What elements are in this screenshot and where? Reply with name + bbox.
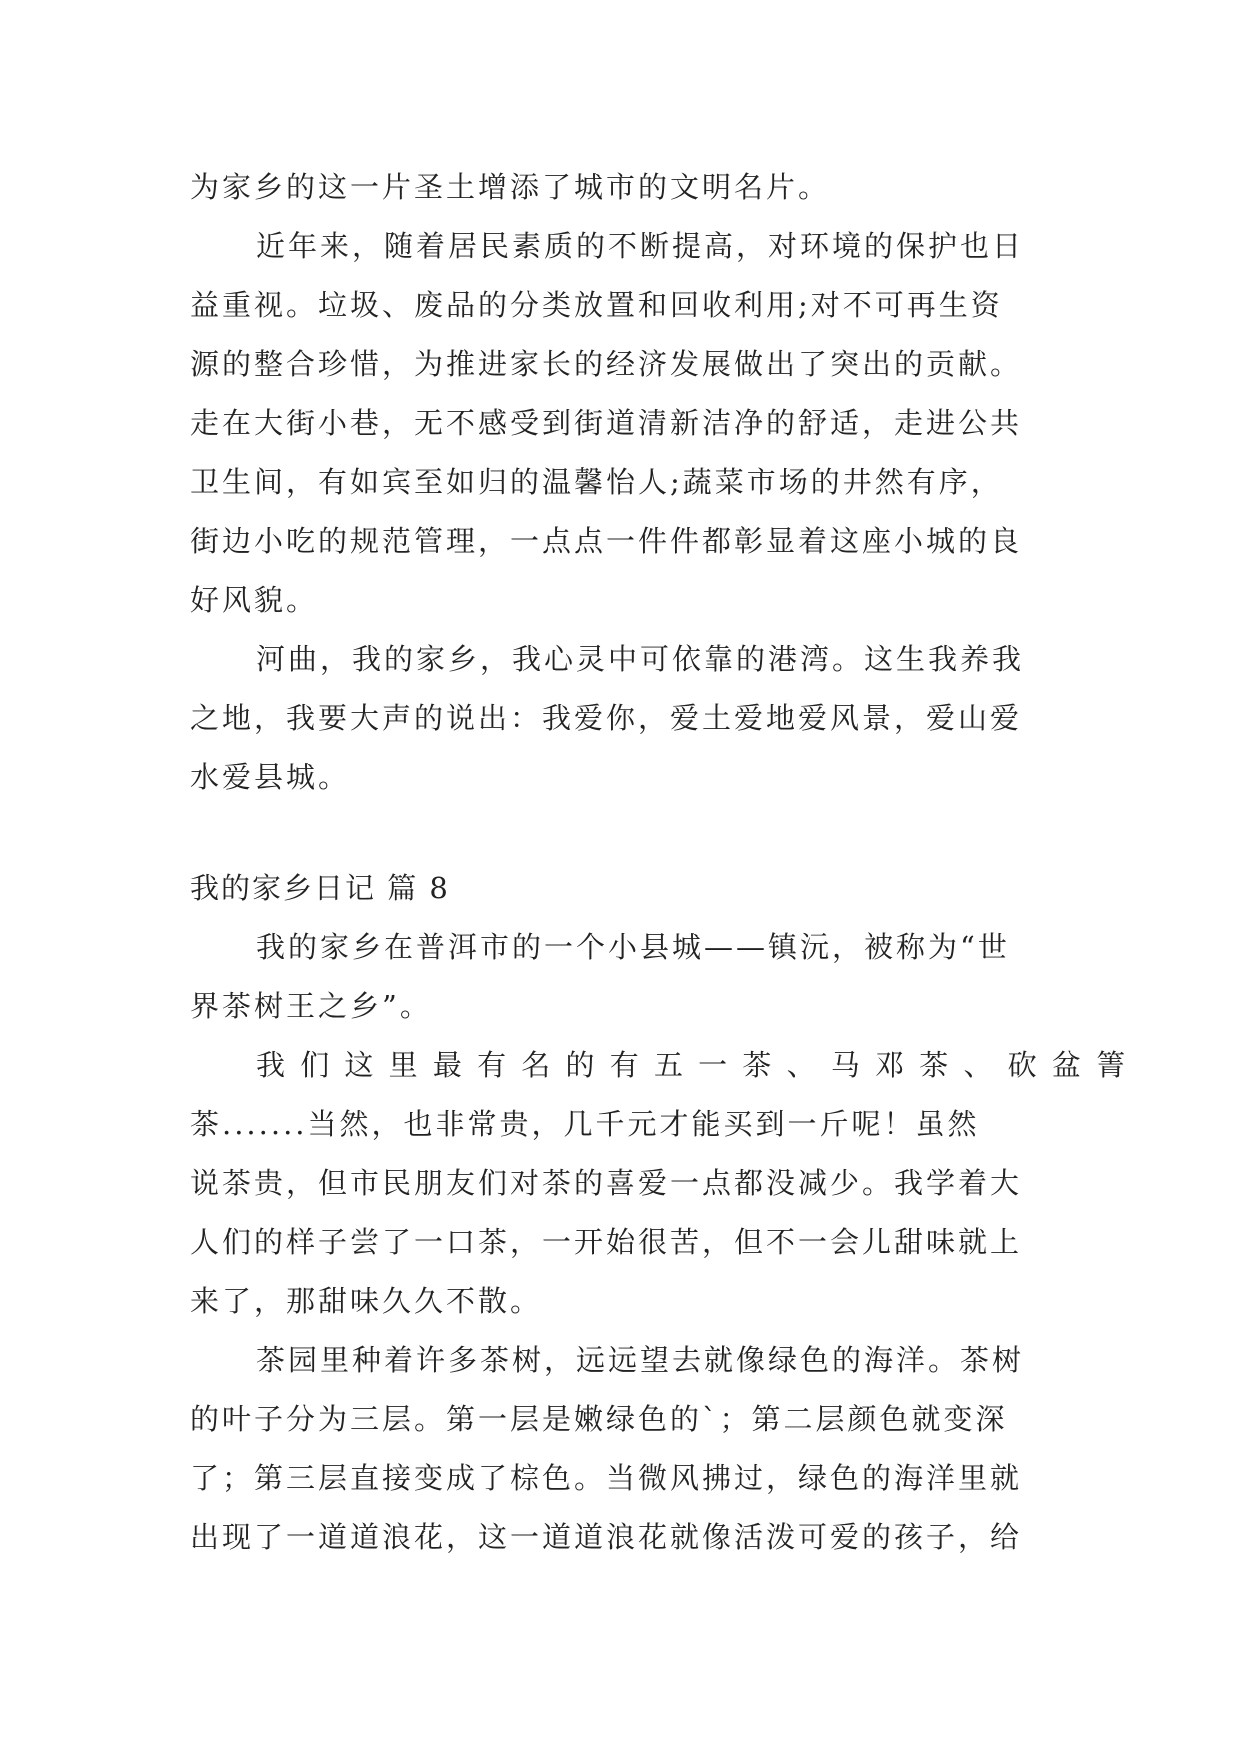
text-line: 界茶树王之乡”。 <box>190 989 432 1023</box>
document-body <box>190 158 1129 1567</box>
text-line: 出现了一道道浪花，这一道道浪花就像活泼可爱的孩子，给 <box>190 1520 1023 1554</box>
text-line: 走在大街小巷，无不感受到街道清新洁净的舒适，走进公共 <box>190 406 1023 440</box>
text-line: 水爱县城。 <box>190 760 351 794</box>
text-line: 来了，那甜味久久不散。 <box>190 1284 543 1318</box>
text-line: 茶.......当然，也非常贵，几千元才能买到一斤呢！虽然 <box>190 1107 980 1141</box>
text-line: 了；第三层直接变成了棕色。当微风拂过，绿色的海洋里就 <box>190 1461 1023 1495</box>
text-line: 的叶子分为三层。第一层是嫩绿色的`；第二层颜色就变深 <box>190 1402 1008 1436</box>
section-heading: 我的家乡日记 篇 8 <box>190 871 450 905</box>
paragraph-start-line: 我的家乡在普洱市的一个小县城——镇沅，被称为“世 <box>256 930 1010 964</box>
text-line: 人们的样子尝了一口茶，一开始很苦，但不一会儿甜味就上 <box>190 1225 1023 1259</box>
text-line: 为家乡的这一片圣土增添了城市的文明名片。 <box>190 170 831 204</box>
text-line: 卫生间，有如宾至如归的温馨怡人;蔬菜市场的井然有序， <box>190 465 1003 499</box>
text-line: 好风貌。 <box>190 583 319 617</box>
text-line: 益重视。垃圾、废品的分类放置和回收利用;对不可再生资 <box>190 288 1003 322</box>
paragraph-start-line: 近年来，随着居民素质的不断提高，对环境的保护也日 <box>256 229 1025 263</box>
text-line: 街边小吃的规范管理，一点点一件件都彰显着这座小城的良 <box>190 524 1023 558</box>
text-line: 之地，我要大声的说出：我爱你，爱土爱地爱风景，爱山爱 <box>190 701 1023 735</box>
paragraph-start-line: 茶园里种着许多茶树，远远望去就像绿色的海洋。茶树 <box>256 1343 1025 1377</box>
paragraph-start-line: 我 们 这 里 最 有 名 的 有 五 一 茶 、 马 邓 茶 、 砍 盆 箐 <box>256 1048 1129 1082</box>
text-line: 说茶贵，但市民朋友们对茶的喜爱一点都没减少。我学着大 <box>190 1166 1023 1200</box>
text-line: 源的整合珍惜，为推进家长的经济发展做出了突出的贡献。 <box>190 347 1023 381</box>
section-spacer <box>190 807 1070 859</box>
paragraph-start-line: 河曲，我的家乡，我心灵中可依靠的港湾。这生我养我 <box>256 642 1025 676</box>
